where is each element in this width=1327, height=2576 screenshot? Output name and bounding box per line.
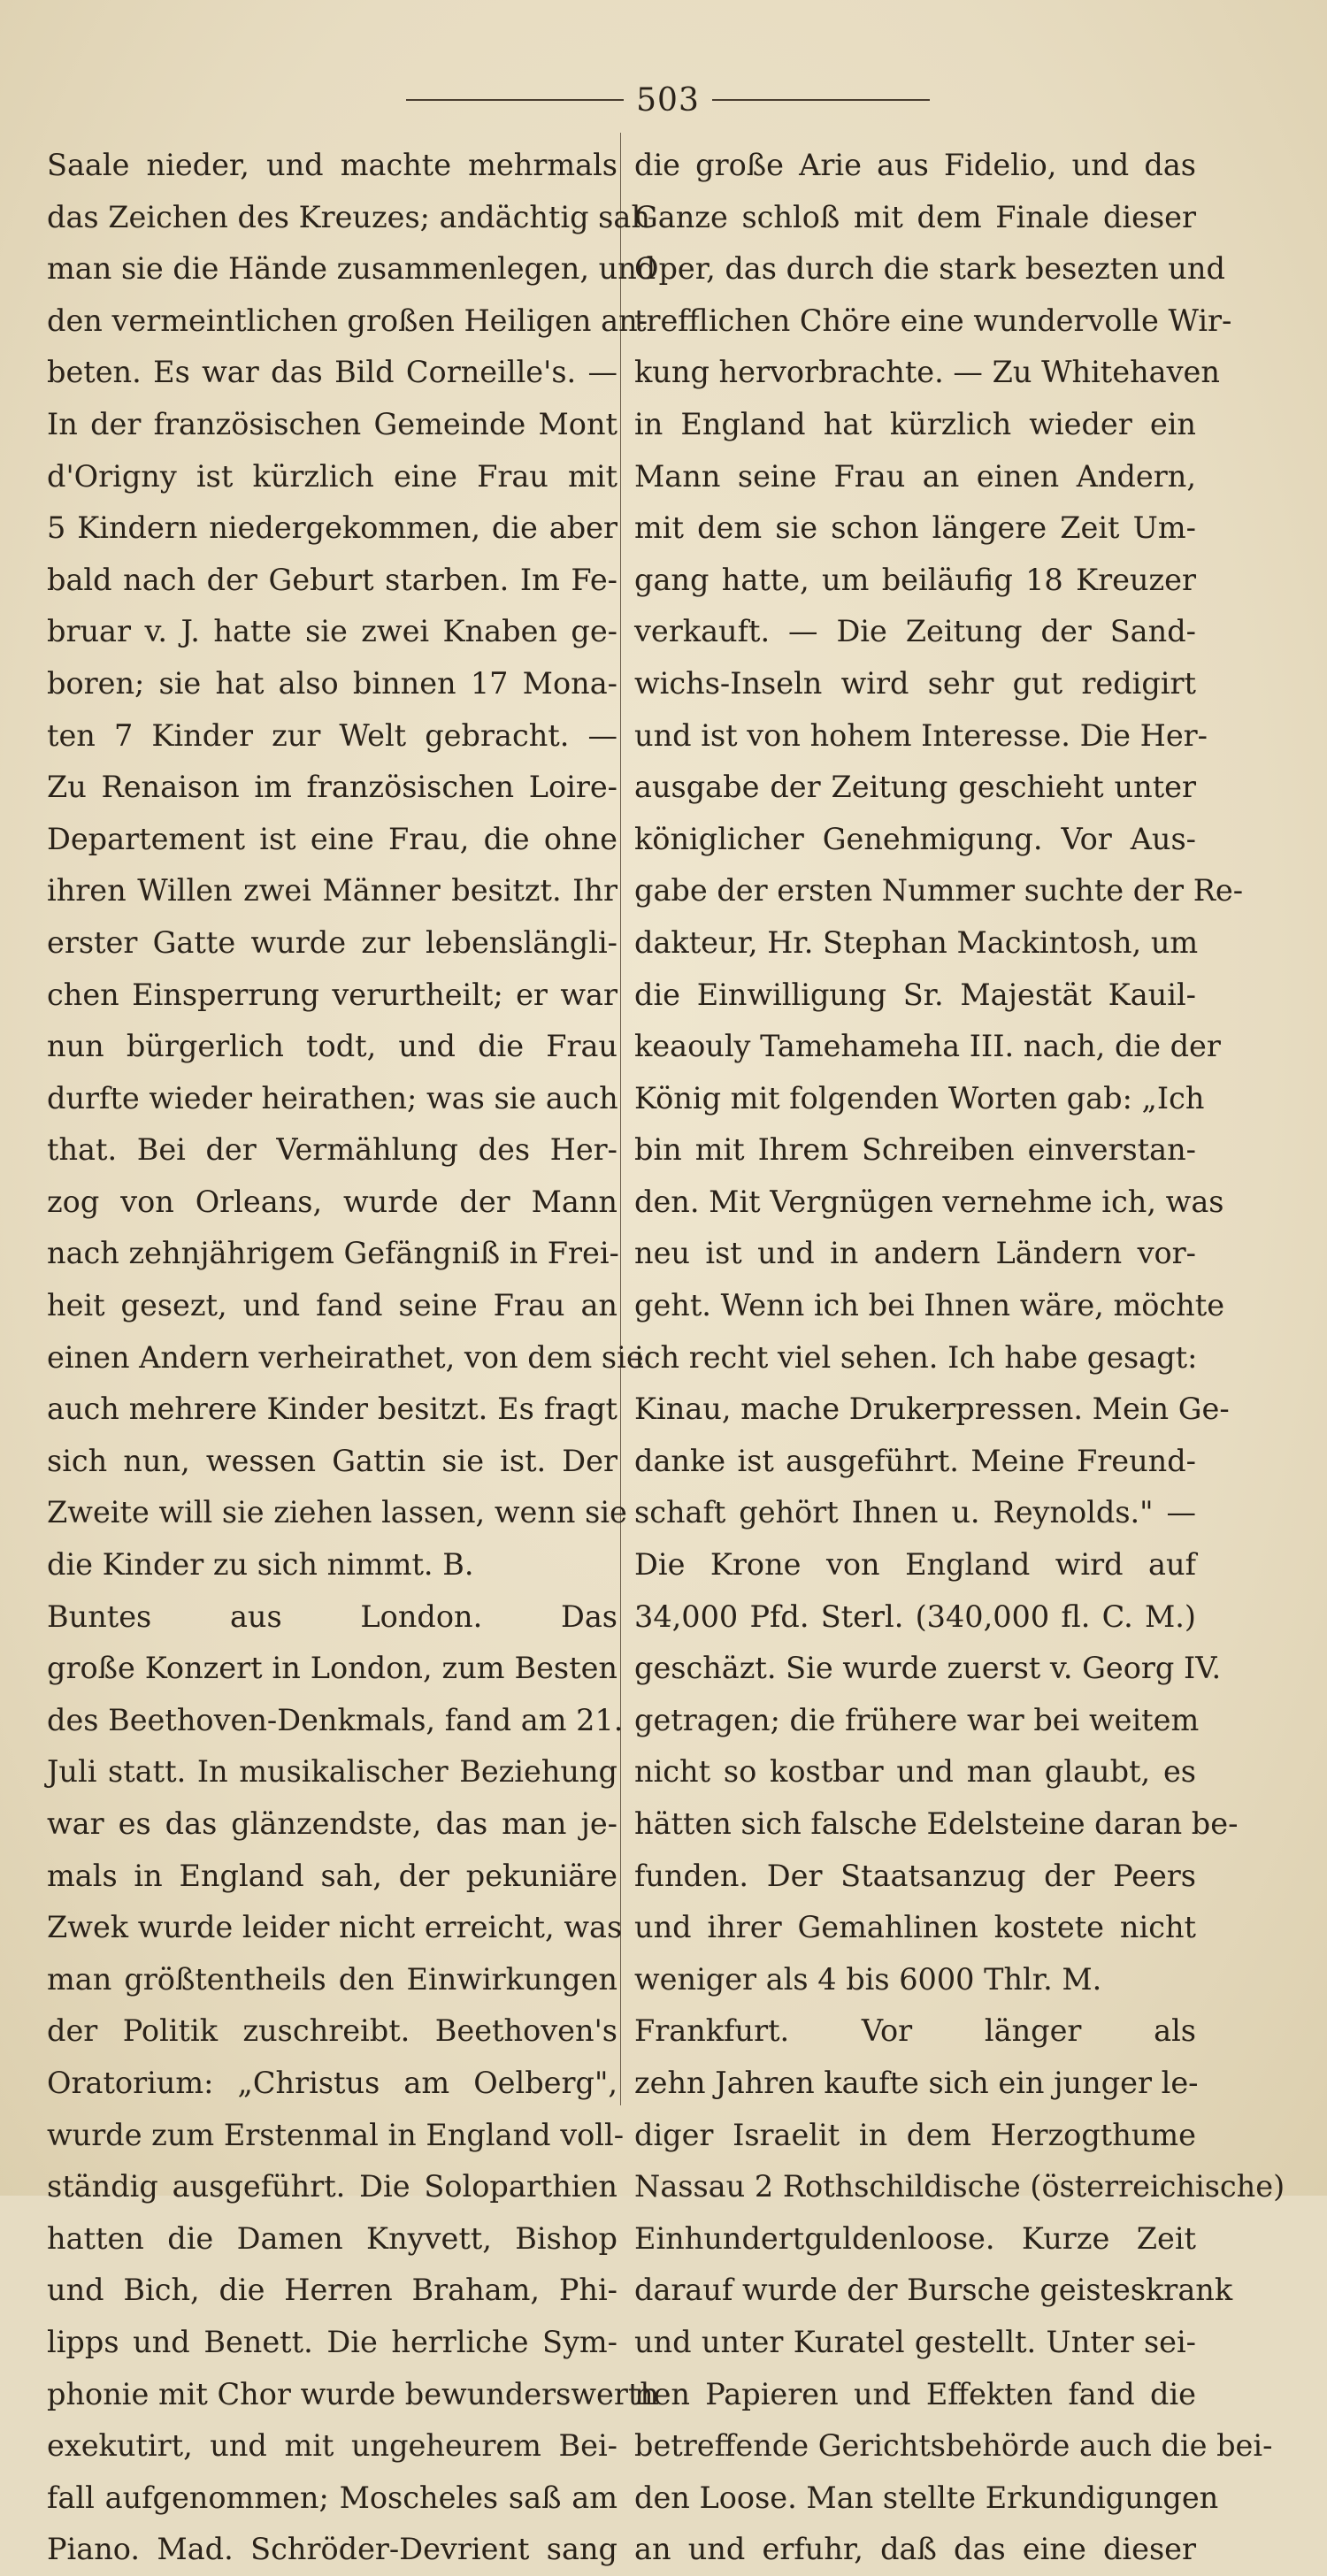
text-line: ausgabe der Zeitung geschieht unter xyxy=(634,770,1196,805)
text-line: ihren Willen zwei Männer besitzt. Ihr xyxy=(47,873,617,908)
page-number: 503 xyxy=(636,81,700,119)
text-line: chen Einsperrung verurtheilt; er war xyxy=(47,977,617,1012)
text-line: sich nun, wessen Gattin sie ist. Der xyxy=(47,1443,617,1478)
text-line: heit gesezt, und fand seine Frau an xyxy=(47,1288,617,1323)
text-line: Die Krone von England wird auf xyxy=(634,1547,1196,1583)
text-line: ständig ausgeführt. Die Soloparthien xyxy=(47,2169,617,2204)
text-line: gang hatte, um beiläufig 18 Kreuzer xyxy=(634,562,1196,597)
text-line: exekutirt, und mit ungeheurem Bei- xyxy=(47,2428,617,2464)
text-line: Einhundertguldenloose. Kurze Zeit xyxy=(634,2220,1196,2256)
text-line: geschäzt. Sie wurde zuerst v. Georg IV. xyxy=(634,1651,1222,1686)
text-line: geht. Wenn ich bei Ihnen wäre, möchte xyxy=(634,1288,1225,1323)
text-line: Ganze schloß mit dem Finale dieser xyxy=(634,199,1196,234)
text-line: man größtentheils den Einwirkungen xyxy=(47,1961,617,1997)
text-line: das Zeichen des Kreuzes; andächtig sah xyxy=(47,199,650,234)
text-line: mit dem sie schon längere Zeit Um- xyxy=(634,510,1196,546)
text-line: einen Andern verheirathet, von dem sie xyxy=(47,1339,644,1375)
text-line: des Beethoven-Denkmals, fand am 21. xyxy=(47,1702,624,1737)
text-line: 34,000 Pfd. Sterl. (340,000 fl. C. M.) xyxy=(634,1598,1196,1634)
text-line: nach zehnjährigem Gefängniß in Frei- xyxy=(47,1236,619,1271)
text-line: der Politik zuschreibt. Beethoven's xyxy=(47,2013,617,2049)
text-line: Oper, das durch die stark besezten und xyxy=(634,251,1225,287)
text-line: durfte wieder heirathen; was sie auch xyxy=(47,1080,618,1116)
header-rule-left xyxy=(406,99,624,101)
text-line: Mann seine Frau an einen Andern, xyxy=(634,458,1196,494)
text-line: große Konzert in London, zum Besten xyxy=(47,1651,617,1686)
text-line: Departement ist eine Frau, die ohne xyxy=(47,821,617,856)
text-line: bald nach der Geburt starben. Im Fe- xyxy=(47,562,617,597)
text-line: Zwek wurde leider nicht erreicht, was xyxy=(47,1910,623,1945)
text-line: auch mehrere Kinder besitzt. Es fragt xyxy=(47,1392,617,1427)
text-line: beten. Es war das Bild Corneille's. — xyxy=(47,355,617,390)
text-line: bruar v. J. hatte sie zwei Knaben ge- xyxy=(47,614,617,649)
text-line: zehn Jahren kaufte sich ein junger le- xyxy=(634,2065,1199,2100)
header-rule-right xyxy=(712,99,930,101)
text-line: darauf wurde der Bursche geisteskrank xyxy=(634,2273,1233,2308)
text-line: zog von Orleans, wurde der Mann xyxy=(47,1184,617,1219)
text-line: kung hervorbrachte. — Zu Whitehaven xyxy=(634,355,1220,390)
text-line: König mit folgenden Worten gab: „Ich xyxy=(634,1080,1205,1116)
text-line: danke ist ausgeführt. Meine Freund- xyxy=(634,1443,1196,1478)
text-line: bin mit Ihrem Schreiben einverstan- xyxy=(634,1132,1196,1168)
text-line: und unter Kuratel gestellt. Unter sei- xyxy=(634,2324,1196,2359)
text-line: betreffende Gerichtsbehörde auch die bei- xyxy=(634,2428,1273,2464)
text-line: die Kinder zu sich nimmt. B. xyxy=(47,1547,474,1583)
column-divider xyxy=(620,133,621,2105)
text-line: phonie mit Chor wurde bewunderswerth xyxy=(47,2376,659,2411)
text-line: Saale nieder, und machte mehrmals xyxy=(47,148,617,182)
text-line: 5 Kindern niedergekommen, die aber xyxy=(47,510,617,546)
text-line: Frankfurt. Vor länger als xyxy=(634,2013,1196,2049)
text-line: und Bich, die Herren Braham, Phi- xyxy=(47,2273,617,2308)
text-line: war es das glänzendste, das man je- xyxy=(47,1806,617,1841)
text-line: lipps und Benett. Die herrliche Sym- xyxy=(47,2324,617,2359)
text-line: Zweite will sie ziehen lassen, wenn sie xyxy=(47,1495,627,1530)
text-line: neu ist und in andern Ländern vor- xyxy=(634,1236,1196,1271)
text-line: In der französischen Gemeinde Mont xyxy=(47,406,617,441)
text-line: mals in England sah, der pekuniäre xyxy=(47,1858,617,1893)
text-line: trefflichen Chöre eine wundervolle Wir- xyxy=(634,303,1232,338)
text-line: königlicher Genehmigung. Vor Aus- xyxy=(634,821,1196,856)
text-line: d'Origny ist kürzlich eine Frau mit xyxy=(47,458,617,494)
text-line: Nassau 2 Rothschildische (österreichische) xyxy=(634,2169,1285,2204)
text-line: hatten die Damen Knyvett, Bishop xyxy=(47,2220,617,2256)
text-line: die Einwilligung Sr. Majestät Kauil- xyxy=(634,977,1196,1012)
text-line: und ist von hohem Interesse. Die Her- xyxy=(634,717,1208,753)
text-line: hätten sich falsche Edelsteine daran be- xyxy=(634,1806,1239,1841)
text-line: wurde zum Erstenmal in England voll- xyxy=(47,2117,625,2152)
text-line: man sie die Hände zusammenlegen, und xyxy=(47,251,656,287)
text-line: den. Mit Vergnügen vernehme ich, was xyxy=(634,1184,1224,1219)
text-line: in England hat kürzlich wieder ein xyxy=(634,406,1196,441)
text-line: nicht so kostbar und man glaubt, es xyxy=(634,1754,1196,1790)
text-line: den vermeintlichen großen Heiligen an- xyxy=(47,303,648,338)
text-line: nun bürgerlich todt, und die Frau xyxy=(47,1029,617,1064)
text-line: schaft gehört Ihnen u. Reynolds." — xyxy=(634,1495,1196,1530)
text-line: boren; sie hat also binnen 17 Mona- xyxy=(47,665,617,701)
text-line: fall aufgenommen; Moscheles saß am xyxy=(47,2480,617,2515)
text-line: dakteur, Hr. Stephan Mackintosh, um xyxy=(634,924,1199,960)
text-line: an und erfuhr, daß das eine dieser xyxy=(634,2532,1196,2567)
text-line: Kinau, mache Drukerpressen. Mein Ge- xyxy=(634,1392,1230,1427)
right-column xyxy=(634,140,1285,2576)
text-line: Oratorium: „Christus am Oelberg", xyxy=(47,2065,617,2100)
text-line: gabe der ersten Nummer suchte der Re- xyxy=(634,873,1244,908)
page-header xyxy=(394,78,942,122)
text-line: wichs-Inseln wird sehr gut redigirt xyxy=(634,665,1196,701)
text-line: und ihrer Gemahlinen kostete nicht xyxy=(634,1910,1196,1945)
text-line: funden. Der Staatsanzug der Peers xyxy=(634,1858,1196,1893)
text-line: keaouly Tamehameha III. nach, die der xyxy=(634,1029,1221,1064)
text-line: den Loose. Man stellte Erkundigungen xyxy=(634,2480,1219,2515)
text-line: weniger als 4 bis 6000 Thlr. M. xyxy=(634,1961,1102,1997)
text-line: die große Arie aus Fidelio, und das xyxy=(634,148,1196,182)
text-line: Juli statt. In musikalischer Beziehung xyxy=(47,1754,617,1790)
text-line: Buntes aus London. Das xyxy=(47,1598,617,1634)
text-line: Zu Renaison im französischen Loire- xyxy=(47,770,617,805)
text-line: diger Israelit in dem Herzogthume xyxy=(634,2117,1196,2152)
text-line: verkauft. — Die Zeitung der Sand- xyxy=(634,614,1196,649)
left-column xyxy=(47,140,659,2576)
text-line: erster Gatte wurde zur lebenslängli- xyxy=(47,924,617,960)
text-line: ich recht viel sehen. Ich habe gesagt: xyxy=(634,1339,1198,1375)
text-line: getragen; die frühere war bei weitem xyxy=(634,1702,1200,1737)
text-line: ten 7 Kinder zur Welt gebracht. — xyxy=(47,717,617,753)
text-line: that. Bei der Vermählung des Her- xyxy=(47,1132,617,1168)
text-line: Piano. Mad. Schröder-Devrient sang xyxy=(47,2532,617,2567)
text-line: nen Papieren und Effekten fand die xyxy=(634,2376,1196,2411)
